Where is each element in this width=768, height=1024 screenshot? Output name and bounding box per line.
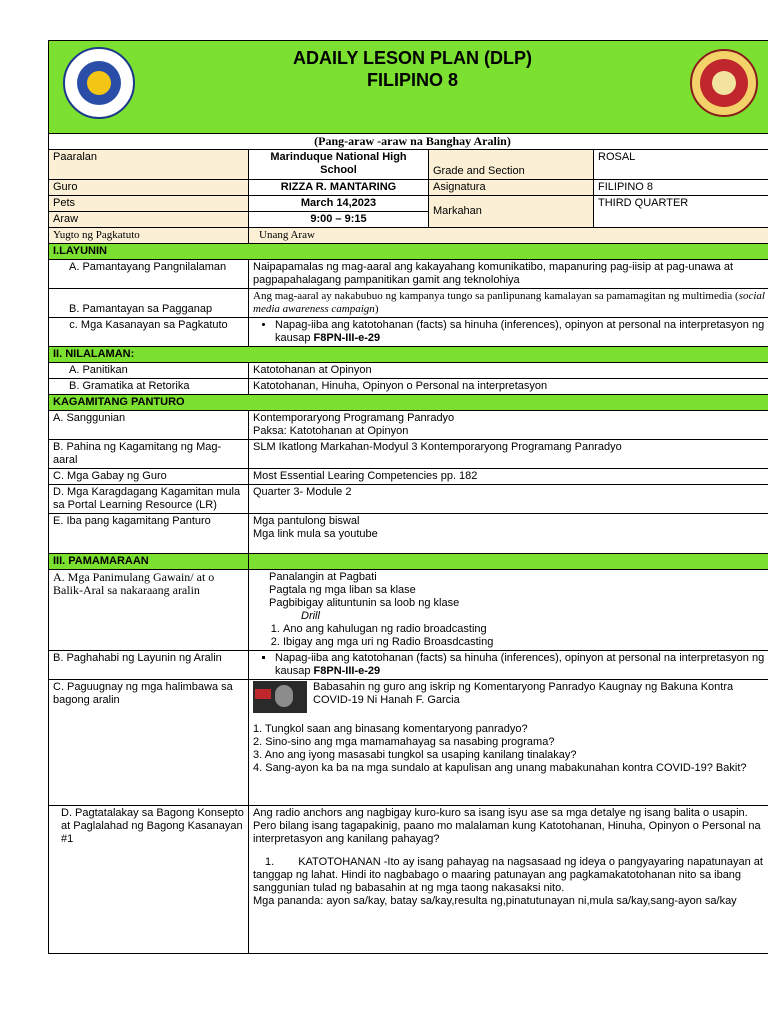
nilalaman-a-label: A. Panitikan [49, 363, 249, 379]
layunin-heading: I.LAYUNIN [49, 244, 768, 260]
drill-item: 1. Ano ang kahulugan ng radio broadcasting [283, 623, 768, 636]
pamamaraan-d-text: Ang radio anchors ang nagbigay kuro-kuro sa isang isyu ase sa mga detalye ng isang balita o usapin. Pero bilang isang tagapakinig, paano mo malalaman kung Katotohanan, Hinuha, Opinyon o Personal na interpretasyon ang kanilang pahayag? 1. KATOTOHANAN -Ito ay isang pahayag na nagsasaad ng ideya o pangyayaring napatunayan at tanggap ng lahat. Hindi ito nagbabago o maaring patunayan ang pagkamakatotohanan nito sa ibang sanggunian tulad ng babasahin at ng mga taong nakasaksi nito. Mga pananda: ayon sa/kay, batay sa/kay,resulta ng,pinatutunayan ni,mula sa/kay,sang-ayon sa/kay [249, 806, 768, 954]
school-seal-logo [690, 49, 758, 117]
layunin-c-label: c. Mga Kasanayan sa Pagkatuto [49, 318, 249, 347]
pamamaraan-a-label: A. Mga Panimulang Gawain/ at o Balik-Aral sa nakaraang aralin [49, 570, 249, 651]
kagamitan-c-label: C. Mga Gabay ng Guro [49, 469, 249, 485]
pamamaraan-d-label: D. Pagtatalakay sa Bagong Konsepto at Paglalahad ng Bagong Kasanayan #1 [49, 806, 249, 954]
radio-microphone-image [253, 681, 307, 713]
nilalaman-b-text: Katotohanan, Hinuha, Opinyon o Personal na interpretasyon [249, 379, 768, 395]
layunin-c-text: • Napag-iiba ang katotohanan (facts) sa hinuha (inferences), opinyon at personal na interpretasyon ng kausap F8PN-III-e-29 [249, 318, 768, 347]
asignatura-label: Asignatura [429, 180, 594, 196]
pamamaraan-c-label: C. Paguugnay ng mga halimbawa sa bagong aralin [49, 680, 249, 806]
lesson-plan-page [48, 40, 768, 954]
pamamaraan-b-text: ▪ Napag-iiba ang katotohanan (facts) sa hinuha (inferences), opinyon at personal na interpretasyon ng kausap F8PN-III-e-29 [249, 651, 768, 680]
header-banner [49, 41, 768, 134]
kagamitan-c-text: Most Essential Learing Competencies pp. 182 [249, 469, 768, 485]
paaralan-value: Marinduque National High School [249, 150, 429, 180]
pamamaraan-c-text: Babasahin ng guro ang iskrip ng Komentaryong Panradyo Kaugnay ng Bakuna Kontra COVID-19 Ni Hanah F. Garcia 1. Tungkol saan ang binasang komentaryong panradyo? 2. Sino-sino ang mga mamamahayag sa nasabing programa? 3. Ano ang iyong masasabi tungkol sa usaping kanilang tinalakay? 4. Sang-ayon ka ba na mga sundalo at kapulisan ang unang mabakunahan kontra COVID-19? Bakit? [249, 680, 768, 806]
kagamitan-d-label: D. Mga Karagdagang Kagamitan mula sa Portal Learning Resource (LR) [49, 485, 249, 514]
subject-title: FILIPINO 8 [367, 70, 459, 90]
markahan-value: THIRD QUARTER [594, 196, 768, 228]
kagamitan-heading: KAGAMITANG PANTURO [49, 395, 768, 411]
nilalaman-b-label: B. Gramatika at Retorika [49, 379, 249, 395]
kagamitan-a-label: A. Sanggunian [49, 411, 249, 440]
araw-value: 9:00 – 9:15 [249, 212, 429, 228]
layunin-b-text: Ang mag-aaral ay nakabubuo ng kampanya tungo sa panlipunang kamalayan sa pamamagitan ng multimedia (social media awareness campaign) [249, 289, 768, 318]
nilalaman-a-text: Katotohanan at Opinyon [249, 363, 768, 379]
kagamitan-b-text: SLM Ikatlong Markahan-Modyul 3 Kontemporaryong Programang Panradyo [249, 440, 768, 469]
deped-seal-logo [63, 47, 135, 119]
grade-value: ROSAL [594, 150, 768, 180]
kagamitan-e-label: E. Iba pang kagamitang Panturo [49, 514, 249, 554]
paaralan-label: Paaralan [49, 150, 249, 180]
araw-label: Araw [49, 212, 249, 228]
drill-item: 2. Ibigay ang mga uri ng Radio Broasdcasting [283, 636, 768, 649]
pets-value: March 14,2023 [249, 196, 429, 212]
pamamaraan-a-text: Panalangin at Pagbati Pagtala ng mga liban sa klase Pagbibigay alituntunin sa loob ng klase Drill 1. Ano ang kahulugan ng radio broadcasting 2. Ibigay ang mga uri ng Radio Broasdcasting [249, 570, 768, 651]
yugto-label: Yugto ng Pagkatuto [49, 228, 249, 244]
pamamaraan-b-label: B. Paghahabi ng Layunin ng Aralin [49, 651, 249, 680]
kagamitan-b-label: B. Pahina ng Kagamitang ng Mag-aaral [49, 440, 249, 469]
grade-label: Grade and Section [429, 150, 594, 180]
lesson-plan-table [48, 40, 768, 954]
plan-subtitle: (Pang-araw -araw na Banghay Aralin) [49, 134, 768, 150]
layunin-a-label: A. Pamantayang Pangnilalaman [49, 260, 249, 289]
layunin-a-text: Naipapamalas ng mag-aaral ang kakayahang komunikatibo, mapanuring pag-iisip at pag-unawa at pagpapahalagang pampanitikan gamit ang teknolohiya [249, 260, 768, 289]
pamamaraan-heading: III. PAMAMARAAN [49, 554, 249, 570]
yugto-value: Unang Araw [249, 228, 768, 244]
guro-value: RIZZA R. MANTARING [249, 180, 429, 196]
markahan-label: Markahan [429, 196, 594, 228]
asignatura-value: FILIPINO 8 [594, 180, 768, 196]
guro-label: Guro [49, 180, 249, 196]
pets-label: Pets [49, 196, 249, 212]
kagamitan-a-text: Kontemporaryong Programang Panradyo Paksa: Katotohanan at Opinyon [249, 411, 768, 440]
layunin-b-label: B. Pamantayan sa Pagganap [49, 289, 249, 318]
nilalaman-heading: II. NILALAMAN: [49, 347, 768, 363]
kagamitan-d-text: Quarter 3- Module 2 [249, 485, 768, 514]
plan-title: ADAILY LESON PLAN (DLP) [293, 48, 533, 68]
kagamitan-e-text: Mga pantulong biswal Mga link mula sa youtube [249, 514, 768, 554]
